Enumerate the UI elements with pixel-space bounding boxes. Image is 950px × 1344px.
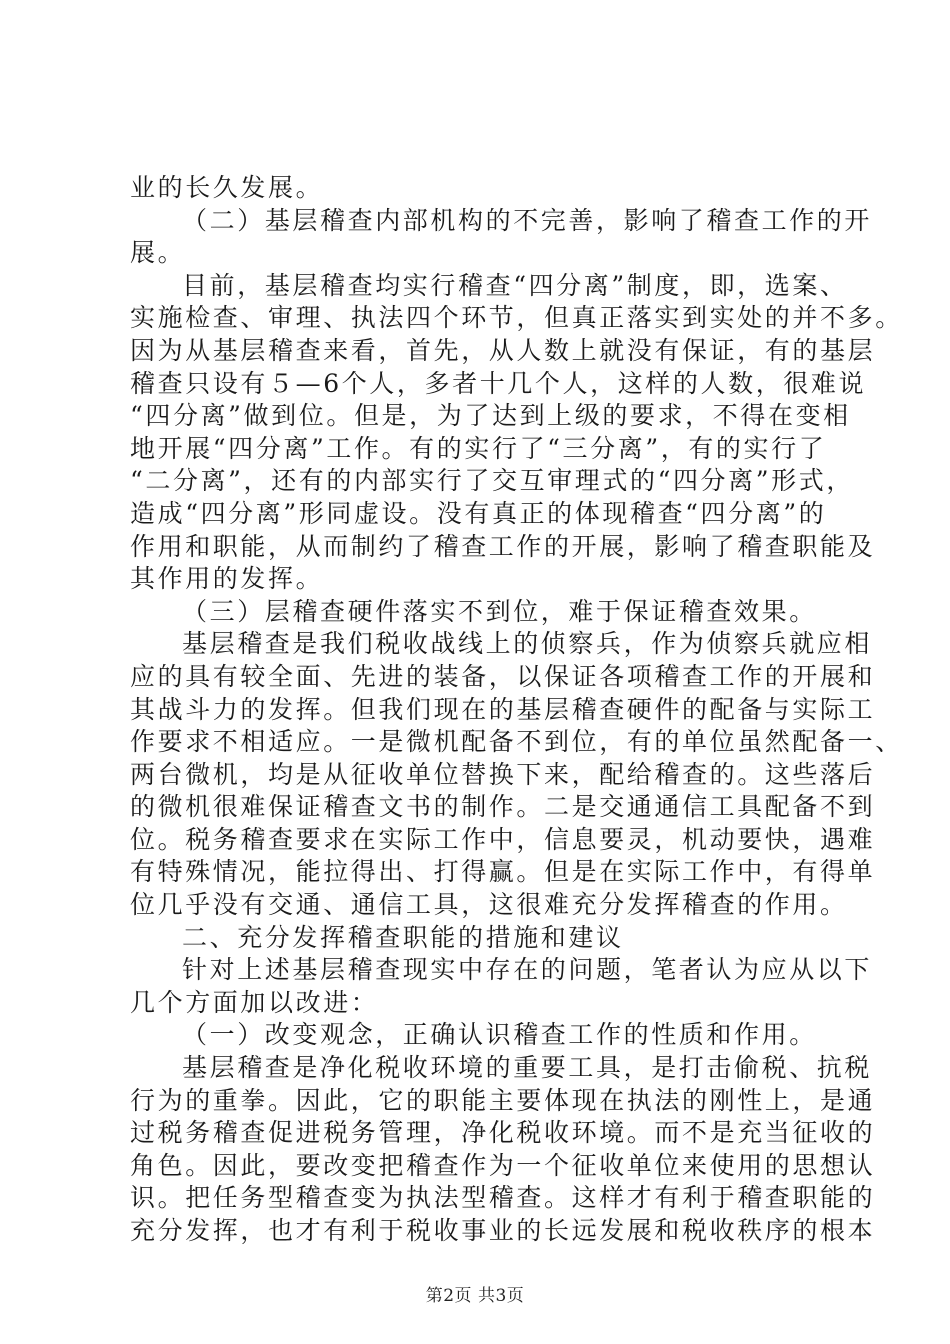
text-line: “四分离”做到位。但是，为了达到上级的要求，不得在变相 xyxy=(130,401,851,431)
text-line: （二）基层稽查内部机构的不完善，影响了稽查工作的开 xyxy=(182,205,873,235)
page-footer: 第2页 共3页 xyxy=(425,1286,525,1306)
text-line: 有特殊情况，能拉得出、打得赢。但是在实际工作中，有得单 xyxy=(130,857,876,887)
text-line: 针对上述基层稽查现实中存在的问题，笔者认为应从以下 xyxy=(182,955,873,985)
text-line: 识。把任务型稽查变为执法型稽查。这样才有利于稽查职能的 xyxy=(130,1183,876,1213)
text-line: 其作用的发挥。 xyxy=(130,564,324,594)
text-line: 业的长久发展。 xyxy=(130,173,324,202)
text-line: 行为的重拳。因此，它的职能主要体现在执法的刚性上，是通 xyxy=(130,1085,876,1115)
text-line: 位。税务稽查要求在实际工作中，信息要灵，机动要快，遇难 xyxy=(130,824,876,854)
text-line: 稽查只设有５—6个人，多者十几个人，这样的人数，很难说 xyxy=(130,368,867,398)
text-line: 基层稽查是净化税收环境的重要工具，是打击偷税、抗税 xyxy=(182,1053,873,1083)
text-line: 位几乎没有交通、通信工具，这很难充分发挥稽查的作用。 xyxy=(130,890,848,920)
text-line: 角色。因此，要改变把稽查作为一个征收单位来使用的思想认 xyxy=(130,1150,876,1180)
text-line: （一）改变观念，正确认识稽查工作的性质和作用。 xyxy=(182,1020,817,1050)
text-line: 目前，基层稽查均实行稽查“四分离”制度，即，选案、 xyxy=(182,270,848,300)
text-line: 基层稽查是我们税收战线上的侦察兵，作为侦察兵就应相 xyxy=(182,629,873,659)
text-line: 二、充分发挥稽查职能的措施和建议 xyxy=(182,922,624,952)
text-line: 作要求不相适应。一是微机配备不到位，有的单位虽然配备一、 xyxy=(130,727,903,757)
text-line: 应的具有较全面、先进的装备，以保证各项稽查工作的开展和 xyxy=(130,661,876,691)
text-line: 实施检查、审理、执法四个环节，但真正落实到实处的并不多。 xyxy=(130,303,903,333)
text-line: 其战斗力的发挥。但我们现在的基层稽查硬件的配备与实际工 xyxy=(130,694,876,724)
text-line: 几个方面加以改进： xyxy=(130,987,379,1017)
text-line: 充分发挥，也才有利于税收事业的长远发展和税收秩序的根本 xyxy=(130,1216,876,1245)
text-line: 展。 xyxy=(130,238,186,268)
text-line: 因为从基层稽查来看，首先，从人数上就没有保证，有的基层 xyxy=(130,335,876,365)
text-line: 的微机很难保证稽查文书的制作。二是交通通信工具配备不到 xyxy=(130,792,876,822)
text-line: （三）层稽查硬件落实不到位，难于保证稽查效果。 xyxy=(182,596,817,626)
text-line: 两台微机，均是从征收单位替换下来，配给稽查的。这些落后 xyxy=(130,759,876,789)
text-line: 过税务稽查促进税务管理，净化税收环境。而不是充当征收的 xyxy=(130,1118,876,1148)
text-line: 作用和职能，从而制约了稽查工作的开展，影响了稽查职能及 xyxy=(130,531,876,561)
text-line: “二分离”，还有的内部实行了交互审理式的“四分离”形式， xyxy=(130,466,854,496)
body-text xyxy=(130,172,903,1248)
text-line: 造成“四分离”形同虚设。没有真正的体现稽查“四分离”的 xyxy=(130,498,827,528)
text-line: 地开展“四分离”工作。有的实行了“三分离”，有的实行了 xyxy=(130,433,827,463)
